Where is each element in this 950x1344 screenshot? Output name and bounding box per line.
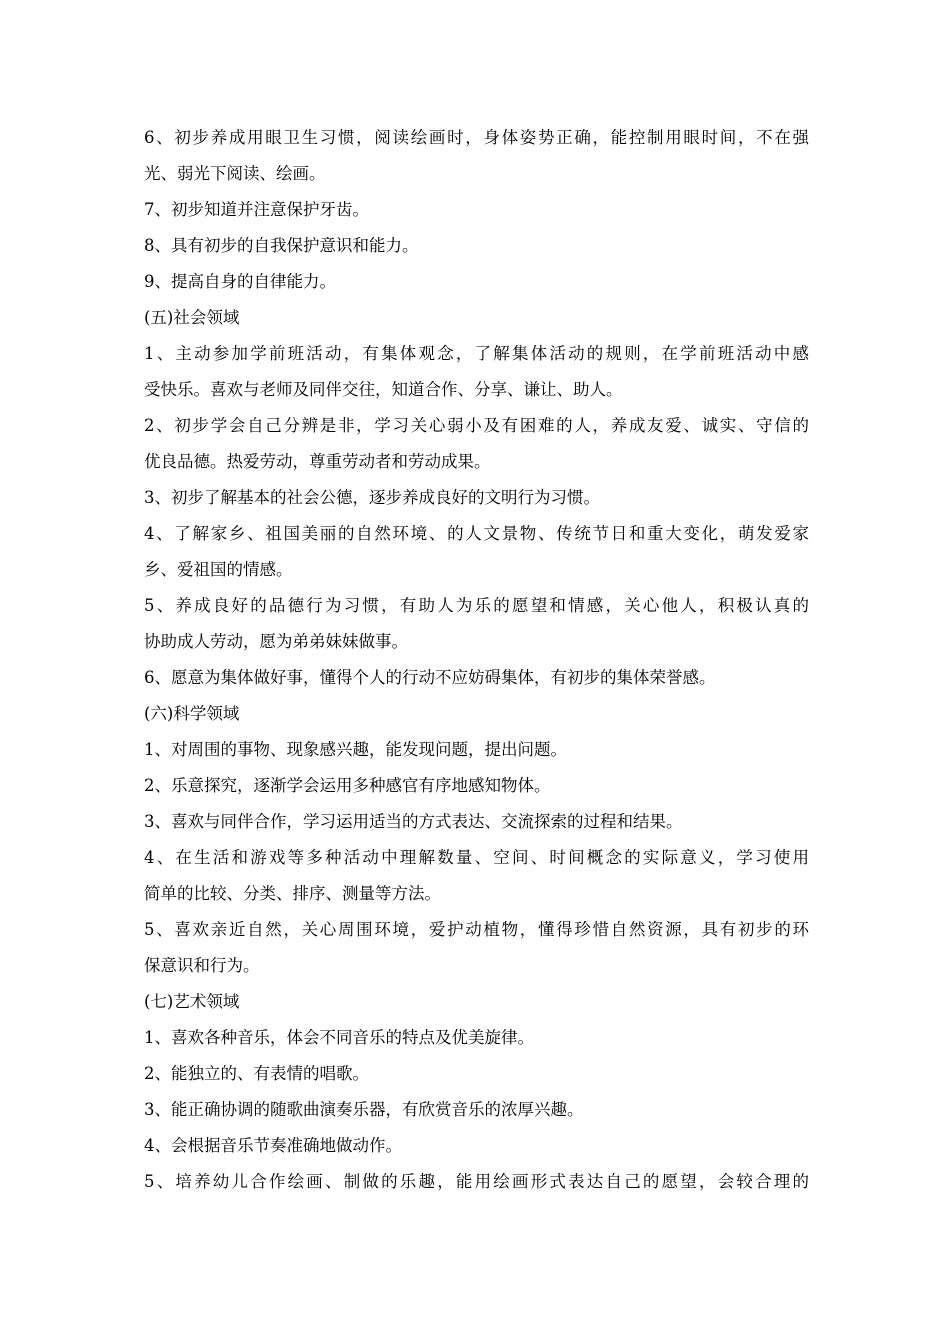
text-line: 3、初步了解基本的社会公德，逐步养成良好的文明行为习惯。 (144, 488, 600, 507)
text-line: 6、愿意为集体做好事，懂得个人的行动不应妨碍集体，有初步的集体荣誉感。 (144, 668, 716, 687)
text-line: 简单的比较、分类、排序、测量等方法。 (144, 884, 441, 903)
text-line: 3、能正确协调的随歌曲演奏乐器，有欣赏音乐的浓厚兴趣。 (144, 1100, 584, 1119)
text-line: 8、具有初步的自我保护意识和能力。 (144, 236, 419, 255)
text-line: 受快乐。喜欢与老师及同伴交往，知道合作、分享、谦让、助人。 (144, 380, 623, 399)
text-line: 5、养成良好的品德行为习惯，有助人为乐的愿望和情感，关心他人，积极认真的 (144, 596, 809, 615)
text-line: 光、弱光下阅读、绘画。 (144, 164, 326, 183)
text-line: 优良品德。热爱劳动，尊重劳动者和劳动成果。 (144, 452, 491, 471)
section-heading: (五)社会领域 (144, 308, 240, 327)
text-line: 1、对周围的事物、现象感兴趣，能发现问题，提出问题。 (144, 740, 567, 759)
text-line: 6、初步养成用眼卫生习惯，阅读绘画时，身体姿势正确，能控制用眼时间，不在强 (144, 128, 809, 147)
text-line: 乡、爱祖国的情感。 (144, 560, 293, 579)
text-line: 7、初步知道并注意保护牙齿。 (144, 200, 369, 219)
text-line: 2、能独立的、有表情的唱歌。 (144, 1064, 369, 1083)
text-line: 1、主动参加学前班活动，有集体观念，了解集体活动的规则，在学前班活动中感 (144, 344, 809, 363)
text-line: 3、喜欢与同伴合作，学习运用适当的方式表达、交流探索的过程和结果。 (144, 812, 683, 831)
text-line: 4、在生活和游戏等多种活动中理解数量、空间、时间概念的实际意义，学习使用 (144, 848, 809, 867)
text-line: 4、会根据音乐节奏准确地做动作。 (144, 1136, 402, 1155)
text-line: 5、培养幼儿合作绘画、制做的乐趣，能用绘画形式表达自己的愿望，会较合理的 (144, 1172, 809, 1191)
document-body (144, 120, 809, 1200)
text-line: 5、喜欢亲近自然，关心周围环境，爱护动植物，懂得珍惜自然资源，具有初步的环 (144, 920, 809, 939)
section-heading: (七)艺术领域 (144, 992, 240, 1011)
text-line: 协助成人劳动，愿为弟弟妹妹做事。 (144, 632, 408, 651)
text-line: 保意识和行为。 (144, 956, 260, 975)
text-line: 4、了解家乡、祖国美丽的自然环境、的人文景物、传统节日和重大变化，萌发爱家 (144, 524, 809, 543)
text-line: 2、初步学会自己分辨是非，学习关心弱小及有困难的人，养成友爱、诚实、守信的 (144, 416, 809, 435)
text-line: 2、乐意探究，逐渐学会运用多种感官有序地感知物体。 (144, 776, 551, 795)
text-line: 1、喜欢各种音乐，体会不同音乐的特点及优美旋律。 (144, 1028, 534, 1047)
text-line: 9、提高自身的自律能力。 (144, 272, 336, 291)
section-heading: (六)科学领域 (144, 704, 240, 723)
